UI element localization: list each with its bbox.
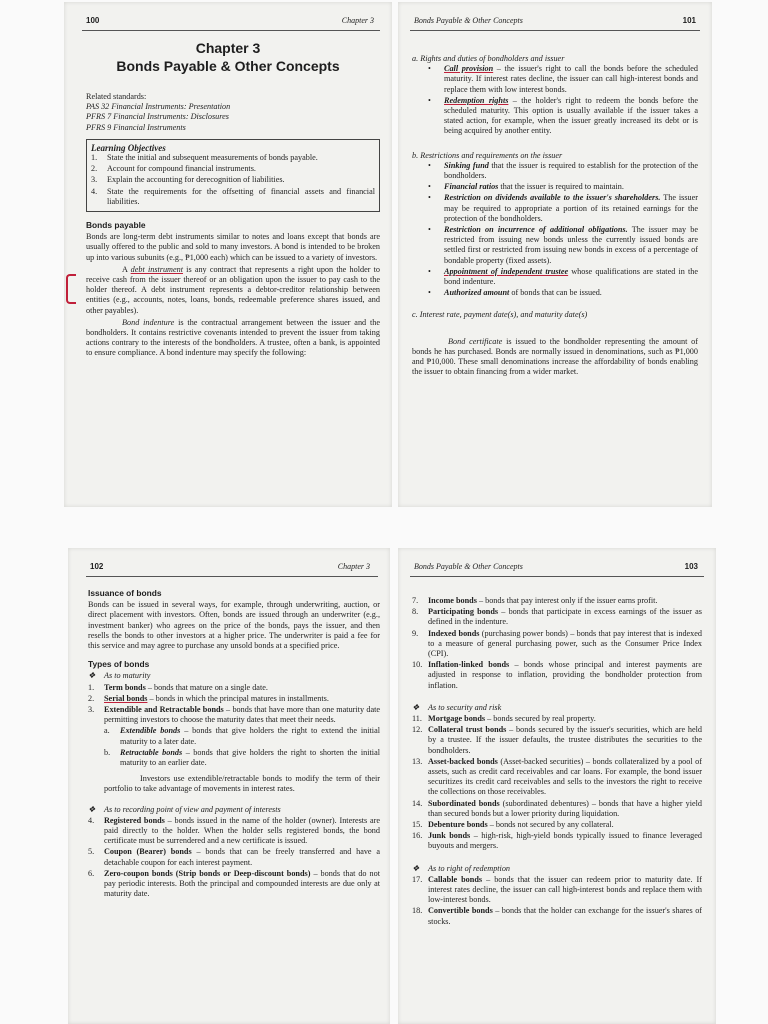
list-item: 11. Mortgage bonds – bonds secured by real property.	[412, 714, 596, 724]
section-heading: Types of bonds	[88, 659, 150, 670]
list-item: • Appointment of independent trustee whose qualifications are stated in the bond indenture.	[428, 266, 698, 287]
page-number: 102	[90, 562, 104, 571]
section-b-title: b. Restrictions and requirements on the issuer	[412, 150, 563, 160]
list-item: 7. Income bonds – bonds that pay interest only if the issuer earns profit.	[412, 596, 658, 605]
header-rule	[86, 576, 378, 577]
header-rule	[410, 30, 700, 31]
sticky-tab	[66, 274, 76, 304]
standard-item: PFRS 9 Financial Instruments	[86, 122, 186, 132]
list-item: 8. Participating bonds – bonds that participate in excess earnings of the issuer as defined in the indenture.	[412, 607, 702, 627]
list-item: 4. Registered bonds – bonds issued in the name of the holder (owner). Interests are paid directly to the holder. When the holder sells registered bonds, the bond certificate must be surrendered and a new certificate is issued.	[88, 815, 381, 846]
page-number: 103	[684, 562, 698, 571]
list-item: • Sinking fund that the issuer is required to establish for the protection of the bondholders.	[428, 160, 698, 181]
list-item: 9. Indexed bonds (purchasing power bonds) – bonds that pay interest that is indexed to a measure of general purchasing power, such as the Consumer Price Index (CPI).	[412, 628, 702, 659]
standard-item: PAS 32 Financial Instruments: Presentation	[86, 102, 231, 112]
page-number: 100	[86, 16, 100, 25]
chapter-title: Bonds Payable & Other Concepts	[116, 58, 340, 74]
list-item: 14. Subordinated bonds (subordinated debentures) – bonds that have a higher yield than secured bonds but a lower priority during liquidation.	[412, 798, 702, 818]
header-rule	[410, 576, 704, 577]
paragraph: Investors use extendible/retractable bonds to modify the term of their portfolio to take advantage of movements in interest rates.	[104, 774, 380, 794]
page-103	[398, 548, 716, 1024]
page-100	[64, 2, 392, 507]
running-header: Chapter 3	[341, 16, 374, 25]
category-label: ❖ As to right of redemption	[412, 863, 511, 873]
page-102	[68, 548, 390, 1024]
list-item: • Financial ratios that the issuer is required to maintain.	[428, 182, 624, 192]
objective-item: 3. Explain the accounting for derecognition of liabilities.	[91, 175, 285, 185]
paragraph: Bonds can be issued in several ways, for example, through underwriting, auction, or direct placement with investors. Often, bonds are issued through an underwriter (e.g., investment banker) who agrees on the price of the bonds, pays the issuer, and then resells the bonds to other investors at a higher price. The underwriter is paid a fee for this service and may agree to purchase any unsold bonds at a specified price.	[88, 600, 380, 651]
page-number: 101	[682, 16, 696, 25]
objectives-title: Learning Objectives	[91, 142, 166, 153]
section-heading: Bonds payable	[86, 220, 146, 231]
list-item: 15. Debenture bonds – bonds not secured by any collateral.	[412, 820, 614, 830]
objective-item: 4. State the requirements for the offsetting of financial assets and financial liabilities.	[91, 186, 375, 206]
section-c-title: c. Interest rate, payment date(s), and maturity date(s)	[412, 310, 588, 320]
running-header: Bonds Payable & Other Concepts	[414, 562, 523, 571]
list-item: 6. Zero-coupon bonds (Strip bonds or Deep-discount bonds) – bonds that do not pay periodic interests. Both the principal and compounded interests are due only at maturity date.	[88, 868, 380, 899]
list-item: 3. Extendible and Retractable bonds – bonds that have more than one maturity date permitting investors to choose the maturity dates that meet their needs.	[88, 705, 380, 725]
paragraph: Bonds are long-term debt instruments similar to notes and loans except that bonds are usually offered to the public and sold to many investors. A bond is intended to be broken up into various subunits (e.g., ₱1,000 each) which can be issued to a variety of investors.	[86, 232, 380, 262]
standard-item: PFRS 7 Financial Instruments: Disclosures	[86, 112, 229, 122]
paragraph: Bond certificate is issued to the bondholder representing the amount of bonds he has purchased. Bonds are normally issued in denominations, such as ₱1,000 and ₱10,000. These small denominations increase the affordability of bonds enabling the issuer to obtain financing from a wider market.	[412, 336, 698, 377]
list-item: • Redemption rights – the holder's right to redeem the bonds before the scheduled maturity. This option is usually available if the issuer takes a stated action, for example, when the issuer greatly increased its debt or is being acquired by another entity.	[428, 95, 698, 136]
list-item: 10. Inflation-linked bonds – bonds whose principal and interest payments are adjusted in response to inflation, providing the bondholder protection from inflation.	[412, 660, 702, 690]
page-101	[398, 2, 712, 507]
list-item: 13. Asset-backed bonds (Asset-backed securities) – bonds collateralized by a pool of assets, such as credit card receivables and car loans. For example, the bond issuer securitizes its credit card receivables and sells to the investors the right to receive the collections on those receivables.	[412, 756, 702, 797]
learning-objectives-box	[86, 139, 380, 212]
list-item: • Call provision – the issuer's right to call the bonds before the scheduled maturity. If interest rates decline, the issuer can call high-interest bonds and replace them with low interest bonds.	[428, 64, 698, 94]
list-item: b. Retractable bonds – bonds that give holders the right to shorten the initial maturity to an earlier date.	[104, 747, 380, 768]
category-label: ❖ As to security and risk	[412, 702, 502, 712]
section-heading: Issuance of bonds	[88, 588, 162, 598]
list-item: • Authorized amount of bonds that can be issued.	[428, 288, 602, 298]
section-a-title: a. Rights and duties of bondholders and issuer	[412, 54, 565, 63]
list-item: 18. Convertible bonds – bonds that the holder can exchange for the issuer's shares of stocks.	[412, 906, 703, 926]
list-item: 5. Coupon (Bearer) bonds – bonds that can be freely transferred and have a detachable coupon for each interest payment.	[88, 847, 380, 867]
category-label: ❖ As to maturity	[88, 671, 151, 681]
running-header: Bonds Payable & Other Concepts	[414, 16, 523, 25]
list-item: • Restriction on dividends available to the issuer's shareholders. The issuer may be required to appropriate a portion of its retained earnings for the protection of the bondholders.	[428, 193, 699, 223]
header-rule	[82, 30, 380, 31]
list-item: 1. Term bonds – bonds that mature on a single date.	[88, 682, 268, 692]
list-item: 17. Callable bonds – bonds that the issuer can redeem prior to maturity date. If interest rates decline, the issuer can call high-interest bonds and replace them with low-interest bonds.	[412, 874, 702, 905]
chapter-number: Chapter 3	[195, 40, 261, 56]
objective-item: 2. Account for compound financial instruments.	[91, 164, 256, 174]
list-item: • Restriction on incurrence of additional obligations. The issuer may be restricted from issuing new bonds unless the currently issued bonds are settled first or restricted from issuing new bonds in excess of a percentage of bondable property (fixed assets).	[428, 225, 698, 265]
running-header: Chapter 3	[337, 562, 370, 571]
standards-label: Related standards:	[86, 92, 147, 101]
category-label: ❖ As to recording point of view and payment of interests	[88, 804, 281, 814]
list-item: 2. Serial bonds – bonds in which the principal matures in installments.	[88, 693, 329, 703]
list-item: 12. Collateral trust bonds – bonds secured by the issuer's securities, which are held by a trustee. If the issuer defaults, the trustee distributes the securities to the bondholders.	[412, 725, 702, 755]
paragraph: A debt instrument is any contract that represents a right upon the holder to receive cash from the issuer thereof or an obligation upon the issuer to pay cash to the holder thereof. A debt instrument represents a debtor-creditor relationship between entities (e.g., accounts, notes, loans, bonds, redeemable preference shares issued, and other payables).	[86, 264, 380, 315]
paragraph: Bond indenture is the contractual arrangement between the issuer and the bondholders. It contains restrictive covenants intended to prevent the issuer from taking actions contrary to the interests of the bondholders. A trustee, often a bank, is appointed to ensure compliance. A bond indenture may specify the following:	[86, 317, 381, 358]
list-item: 16. Junk bonds – high-risk, high-yield bonds typically issued to finance leveraged buyouts and mergers.	[412, 831, 702, 851]
list-item: a. Extendible bonds – bonds that give holders the right to extend the initial maturity to a later date.	[104, 726, 380, 746]
objective-item: 1. State the initial and subsequent measurements of bonds payable.	[91, 153, 318, 163]
